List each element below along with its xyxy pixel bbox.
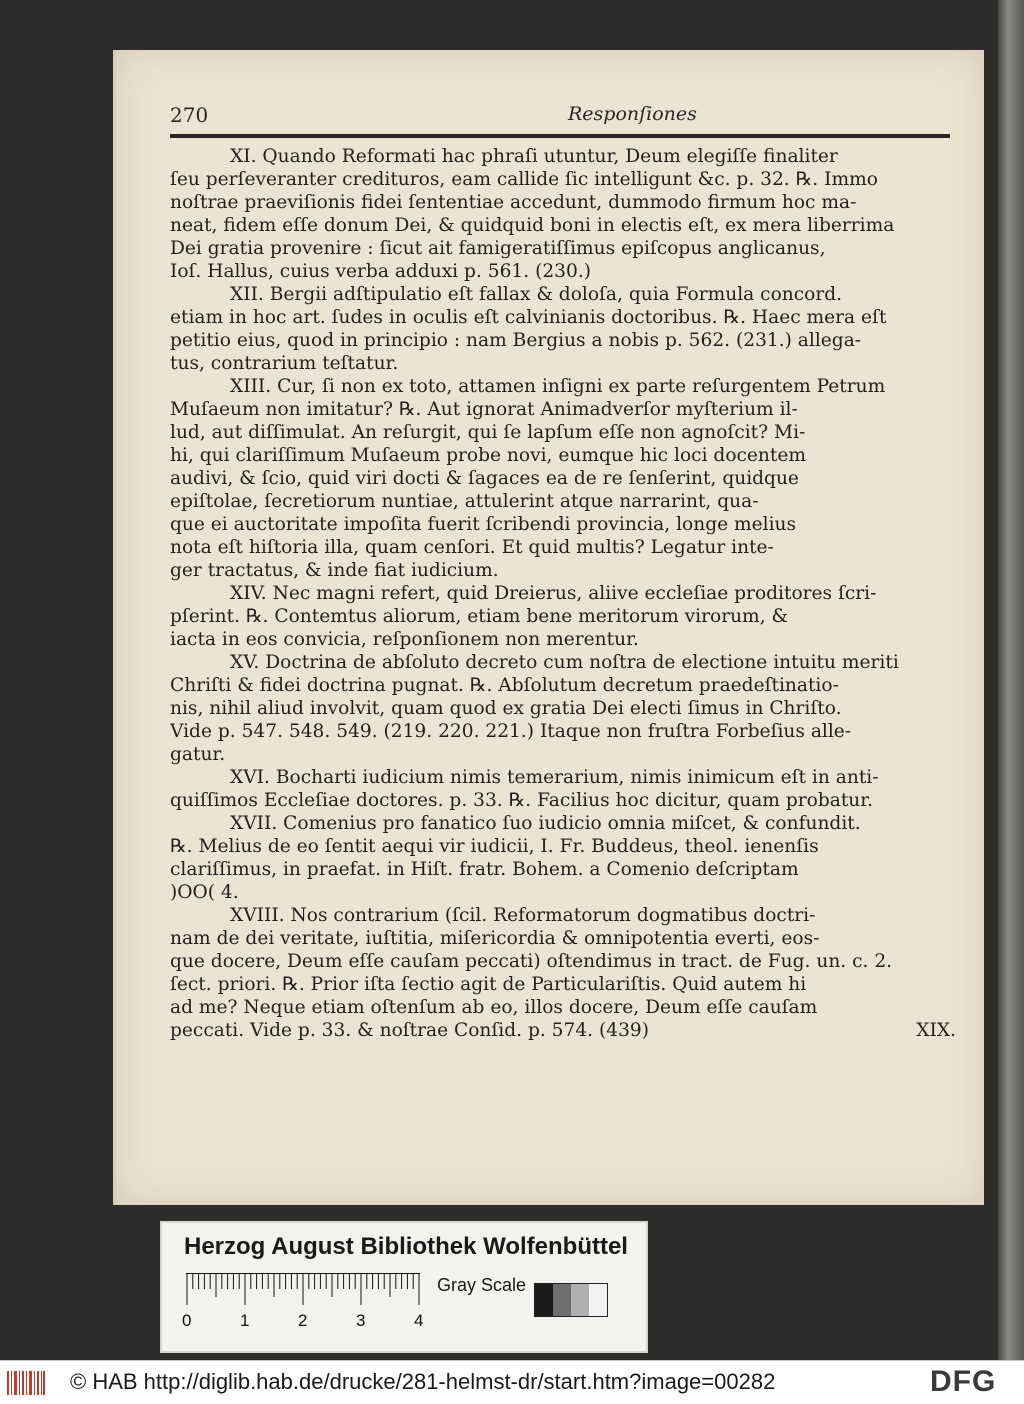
footer-url[interactable]: © HAB http://diglib.hab.de/drucke/281-helmst-dr/start.htm?image=00282 bbox=[70, 1369, 776, 1394]
text-line: Dei gratia provenire : ſicut ait famigeratiſſimus epiſcopus anglicanus, bbox=[170, 238, 826, 259]
text-line: tus, contrarium teſtatur. bbox=[170, 353, 399, 374]
text-line: lud, aut diſſimulat. An reſurgit, qui ſe lapſum eſſe non agnoſcit? Mi- bbox=[170, 422, 806, 443]
page-number: 270 bbox=[170, 103, 209, 127]
footer-bar bbox=[0, 1360, 1024, 1404]
text-line: XII. Bergii adſtipulatio eſt fallax & doloſa, quia Formula concord. bbox=[230, 284, 843, 305]
book-spine bbox=[998, 0, 1024, 1360]
text-line-last bbox=[170, 1019, 956, 1042]
text-line: clariſſimus, in praefat. in Hiſt. fratr. Bohem. a Comenio deſcriptam bbox=[170, 859, 799, 880]
library-name: Herzog August Bibliothek Wolfenbüttel bbox=[184, 1233, 628, 1260]
page-header bbox=[170, 100, 950, 140]
text-line: XVIII. Nos contrarium (ſcil. Reformatorum dogmatibus doctri- bbox=[230, 905, 816, 926]
ruler-number: 0 bbox=[182, 1311, 192, 1330]
text-line: ad me? Neque etiam oſtenſum ab eo, illos docere, Deum eſſe cauſam bbox=[170, 997, 818, 1018]
text-line: etiam in hoc art. ſudes in oculis eſt calvinianis doctoribus. ℞. Haec mera eſt bbox=[170, 307, 887, 328]
catchword: XIX. bbox=[916, 1020, 956, 1041]
library-label-card bbox=[160, 1221, 648, 1353]
text-line: gatur. bbox=[170, 744, 226, 765]
gray-scale-label: Gray Scale bbox=[437, 1275, 527, 1295]
gray-swatch bbox=[535, 1284, 553, 1316]
text-line: Muſaeum non imitatur? ℞. Aut ignorat Animadverſor myſterium il- bbox=[170, 399, 798, 420]
text-line: epiſtolae, ſecretiorum nuntiae, attulerint atque narrarint, qua- bbox=[170, 491, 759, 512]
running-title: Responſiones bbox=[568, 103, 697, 125]
text-line: XVI. Bocharti iudicium nimis temerarium, nimis inimicum eſt in anti- bbox=[230, 767, 879, 788]
text-line: que ei auctoritate impoſita fuerit ſcribendi provincia, longe melius bbox=[170, 514, 797, 535]
text-line: XVII. Comenius pro fanatico ſuo iudicio omnia miſcet, & confundit. bbox=[230, 813, 861, 834]
ruler-ticks bbox=[186, 1273, 426, 1307]
text-line: hi, qui clariſſimum Muſaeum probe novi, eumque hic loci docentem bbox=[170, 445, 807, 466]
text-line: nota eſt hiſtoria illa, quam cenſori. Et quid multis? Legatur inte- bbox=[170, 537, 774, 558]
text-line: ſeu perſeveranter credituros, eam callide ſic intelligunt &c. p. 32. ℞. Immo bbox=[170, 169, 878, 190]
text-line: que docere, Deum eſſe cauſam peccati) oſtendimus in tract. de Fug. un. c. 2. bbox=[170, 951, 893, 972]
text-line: neat, fidem eſſe donum Dei, & quidquid boni in electis eſt, ex mera liberrima bbox=[170, 215, 895, 236]
ruler-number: 2 bbox=[298, 1311, 308, 1330]
text-line: ger tractatus, & inde fiat iudicium. bbox=[170, 560, 499, 581]
text-line: quiſſimos Eccleſiae doctores. p. 33. ℞. Facilius hoc dicitur, quam probatur. bbox=[170, 790, 874, 811]
text-line: XIII. Cur, ſi non ex toto, attamen inſigni ex parte reſurgentem Petrum bbox=[230, 376, 886, 397]
text-line: petitio eius, quod in principio : nam Bergius a nobis p. 562. (231.) allega- bbox=[170, 330, 862, 351]
gray-scale-swatches bbox=[534, 1283, 608, 1317]
text-line: pſerint. ℞. Contemtus aliorum, etiam bene meritorum virorum, & bbox=[170, 606, 789, 627]
text-line: Ioſ. Hallus, cuius verba adduxi p. 561. (230.) bbox=[170, 261, 591, 282]
text-line: nam de dei veritate, iuſtitia, miſericordia & omnipotentia everti, eos- bbox=[170, 928, 820, 949]
text-line: XI. Quando Reformati hac phraſi utuntur, Deum elegiſſe finaliter bbox=[230, 146, 838, 167]
text-line: audivi, & ſcio, quid viri docti & ſagaces ea de re ſenſerint, quidque bbox=[170, 468, 799, 489]
text-line: )OO( 4. bbox=[170, 882, 239, 903]
gray-swatch bbox=[571, 1284, 589, 1316]
text-line: noſtrae praeviſionis fidei ſententiae accedunt, dummodo firmum hoc ma- bbox=[170, 192, 857, 213]
ruler-number: 1 bbox=[240, 1311, 250, 1330]
text-line: Chriſti & fidei doctrina pugnat. ℞. Abſolutum decretum praedeſtinatio- bbox=[170, 675, 839, 696]
body-text bbox=[170, 145, 956, 1042]
gray-swatch bbox=[589, 1284, 607, 1316]
gray-swatch bbox=[553, 1284, 571, 1316]
text-line: XIV. Nec magni refert, quid Dreierus, aliive eccleſiae proditores ſcri- bbox=[230, 583, 877, 604]
text-line: Vide p. 547. 548. 549. (219. 220. 221.) Itaque non fruſtra Forbeſius alle- bbox=[170, 721, 852, 742]
text-line: nis, nihil aliud involvit, quam quod ex gratia Dei electi ſimus in Chriſto. bbox=[170, 698, 842, 719]
text-line: ſect. priori. ℞. Prior iſta ſectio agit de Particulariſtis. Quid autem hi bbox=[170, 974, 807, 995]
text-line: iacta in eos convicia, reſponſionem non merentur. bbox=[170, 629, 639, 650]
text-line: ℞. Melius de eo ſentit aequi vir iudicii, I. Fr. Buddeus, theol. ienenſis bbox=[170, 836, 819, 857]
header-rule bbox=[170, 134, 950, 138]
measurement-ruler bbox=[182, 1273, 426, 1330]
text-line: XV. Doctrina de abſoluto decreto cum noſtra de electione intuitu meriti bbox=[230, 652, 899, 673]
barcode-icon bbox=[6, 1369, 46, 1397]
ruler-number: 4 bbox=[414, 1311, 424, 1330]
text-line-content: peccati. Vide p. 33. & noſtrae Conſid. p. 574. (439) bbox=[170, 1020, 649, 1041]
dfg-logo: DFG bbox=[930, 1365, 997, 1398]
ruler-number: 3 bbox=[356, 1311, 366, 1330]
